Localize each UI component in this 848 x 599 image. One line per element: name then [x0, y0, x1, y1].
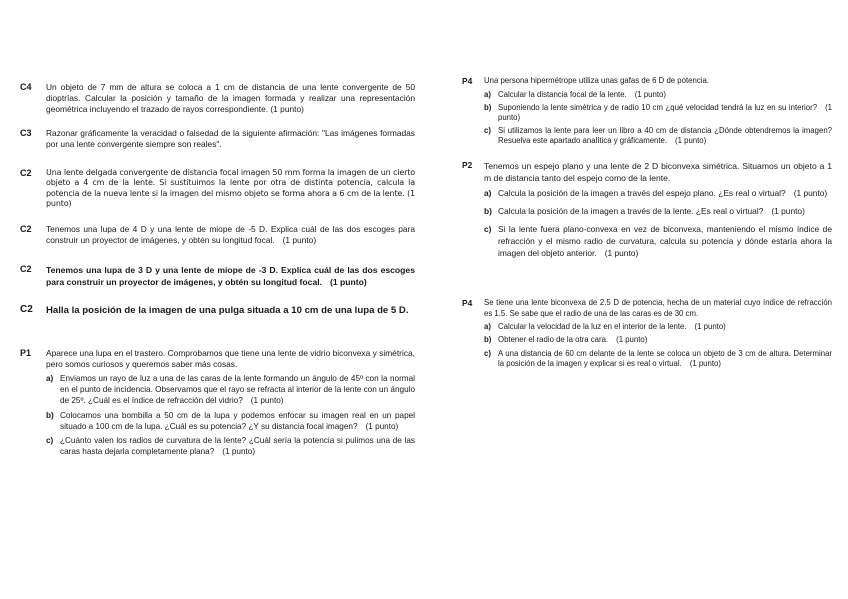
question-p4-hipermetrope: [462, 76, 832, 150]
subquestion-c: c) ¿Cuánto valen los radios de curvatura de la lente? ¿Cuál sería la potencia si pulimos una de las caras hasta dejarla completamente plana? (1 punto): [46, 436, 415, 457]
question-c3: [20, 128, 415, 150]
question-text: Se tiene una lente biconvexa de 2.5 D de potencia, hecha de un material cuyo índice de refracción es 1.5. Se sabe que el radio de una de las caras es de 30 cm.: [484, 298, 832, 318]
subquestion-b: b) Colocamos una bombilla a 50 cm de la lupa y podemos enfocar su imagen real en un papel situado a 100 cm de la lupa. ¿Cuál es su potencia? ¿Y su distancia focal imagen? (1 punto): [46, 410, 415, 431]
points-label: (1 punto): [250, 396, 284, 405]
subquestion-c: c) A una distancia de 60 cm delante de la lente se coloca un objeto de 3 cm de altura. Determinar la posición de la imagen y explicar si es real o virtual. (1 punto): [484, 348, 832, 368]
question-text: Una lente delgada convergente de distancia focal imagen 50 mm forma la imagen de un cierto objeto a 4 cm de la lente. Si sustituimos la lente por otra de distinta potencia, calcula la potencia de la nueva lente si la imagen del mismo objeto se forma ahora a 6 cm de la lente. (1 punto): [46, 168, 415, 209]
subquestion-list: [484, 322, 832, 369]
question-code: P2: [462, 160, 473, 170]
subquestion-b: b) Suponiendo la lente simétrica y de radio 10 cm ¿qué velocidad tendrá la luz en su interior? (1 punto): [484, 102, 832, 122]
points-label: (1 punto): [498, 102, 832, 122]
subquestion-a: a) Calcular la distancia focal de la lente. (1 punto): [484, 89, 666, 99]
question-code: C3: [20, 128, 32, 138]
question-code: C2: [20, 168, 32, 178]
question-text: Tenemos un espejo plano y una lente de 2 D biconvexa simétrica. Situamos un objeto a 1 m de distancia tanto del espejo como de la lente.: [484, 161, 832, 183]
subquestion-list: [484, 187, 832, 259]
question-c2-focal: [20, 168, 415, 210]
question-c2-pulga: [20, 304, 409, 317]
question-text: Tenemos una lupa de 3 D y una lente de miope de -3 D. Explica cuál de las dos escoges para construir un proyector de imágenes, y obtén su longitud focal. (1 punto): [46, 265, 415, 287]
question-c2-lupa-4d: [20, 224, 415, 246]
subquestion-a: a) Calcula la posición de la imagen a través del espejo plano. ¿Es real o virtual? (1 punto): [484, 188, 828, 198]
subquestion-b: b) Calcula la posición de la imagen a través de la lente. ¿Es real o virtual? (1 punto): [484, 206, 805, 216]
question-code: C4: [20, 82, 32, 92]
subquestion-list: [484, 90, 832, 147]
question-code: C2: [20, 304, 33, 315]
points-label: (1 punto): [222, 447, 256, 457]
points-label: (1 punto): [616, 335, 648, 345]
subquestion-a: a) Enviamos un rayo de luz a una de las caras de la lente formando un ángulo de 45º con la normal en el punto de incidencia. Observamos que el rayo se refracta al interior de la lente con un ángulo de 25º. ¿Cuál es el índice de refracción del vidrio? (1 punto): [46, 374, 416, 405]
points-label: (1 punto): [689, 358, 721, 368]
question-text: Halla la posición de la imagen de una pulga situada a 10 cm de una lupa de 5 D.: [46, 305, 409, 316]
subquestion-a: a) Calcular la velocidad de la luz en el interior de la lente. (1 punto): [484, 322, 726, 332]
subquestion-b: b) Obtener el radio de la otra cara. (1 punto): [484, 335, 648, 345]
points-label: (1 punto): [694, 322, 726, 332]
subquestion-c: c) Si utilizamos la lente para leer un libro a 40 cm de distancia ¿Dónde obtendremos la imagen? Resuelva este apartado analítica y gráficamente. (1 punto): [484, 126, 832, 146]
question-code: C2: [20, 264, 32, 274]
question-text: Razonar gráficamente la veracidad o falsedad de la siguiente afirmación: "Las imágenes formadas por una lente convergente siempre son reales".: [46, 128, 415, 150]
subquestion-c: c) Si la lente fuera plano-convexa en vez de biconvexa, manteniendo el mismo índice de refracción y el mismo radio de curvatura, calcula su potencia y dónde estaría ahora la imagen del objeto anterior. (1 punto): [484, 224, 832, 258]
points-label: (1 punto): [793, 188, 828, 198]
question-text: Un objeto de 7 mm de altura se coloca a 1 cm de distancia de una lente convergente de 50 dioptrías. Calcular la posición y tamaño de la imagen formada y realizar una representación geométrica incluyendo el trazado de rayos correspondiente. (1 punto): [46, 82, 415, 115]
points-label: (1 punto): [282, 235, 317, 246]
question-c4: [20, 82, 415, 116]
question-code: P4: [462, 298, 473, 308]
points-label: (1 punto): [604, 248, 639, 258]
question-p1: [20, 348, 415, 462]
question-c2-lupa-3d: [20, 264, 415, 288]
subquestion-list: [46, 374, 415, 458]
points-label: (1 punto): [330, 277, 367, 287]
question-code: P4: [462, 76, 473, 86]
question-code: P1: [20, 348, 32, 358]
points-label: (1 punto): [675, 136, 707, 146]
question-text: Aparece una lupa en el trastero. Comprobamos que tiene una lente de vidrio biconvexa y simétrica, pero somos curiosos y queremos saber más cosas.: [46, 348, 415, 370]
question-code: C2: [20, 224, 32, 234]
question-text: Una persona hipermétrope utiliza unas gafas de 6 D de potencia.: [484, 76, 709, 85]
points-label: (1 punto): [365, 421, 399, 431]
points-label: (1 punto): [634, 89, 666, 99]
points-label: (1 punto): [771, 206, 805, 216]
question-p2-espejo: [462, 160, 832, 265]
question-p4-biconvexa: [462, 298, 832, 372]
question-text: Tenemos una lupa de 4 D y una lente de miope de -5 D. Explica cuál de las dos escoges para construir un proyector de imágenes, y obtén su longitud focal. (1 punto): [46, 224, 415, 246]
